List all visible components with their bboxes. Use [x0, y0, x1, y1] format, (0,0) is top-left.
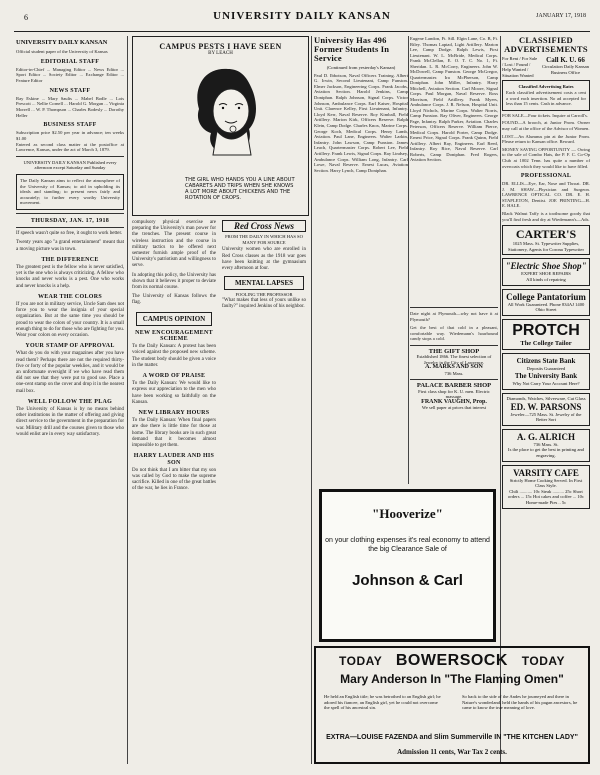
editorial-column	[16, 36, 124, 764]
entered-notice: Entered as second class matter at the postoffice at Lawrence, Kansas, under the act of March 3, 1879.	[16, 141, 124, 153]
nameplate: UNIVERSITY DAILY KANSAN	[16, 39, 108, 46]
cartoon-caption: THE GIRL WHO HANDS YOU A LINE ABOUT CABARETS AND TRIPS WHEN SHE KNOWS A LOT MORE ABOUT CHICKENS AND THE ROTATION OF CROPS.	[185, 177, 295, 201]
mental-lapses-heading: MENTAL LAPSES	[224, 276, 304, 290]
publication-note: UNIVERSITY DAILY KANSAN Published every afternoon except Saturday and Sunday	[23, 159, 117, 171]
gift-shop-title: THE GIFT SHOP	[428, 347, 480, 355]
official-notice: Official student paper of the University of Kansas	[16, 49, 108, 54]
right-subcolumn	[222, 220, 306, 310]
column-rule	[408, 36, 409, 484]
article-heading: HARRY LAUDER AND HIS SON	[133, 453, 215, 466]
barber-name: FRANK VAUGHN, Prop.	[421, 398, 487, 405]
dateline: THURSDAY, JAN. 17, 1918	[30, 217, 110, 224]
classified-ad: MONEY SAVING OPPORTUNITY — Owing to the sale of Combo Hats, the P. F. C. Co-Op Club at 1002 Tenn. has quite a number of overcoats which they would like to have filled.	[502, 146, 590, 169]
service-names: Paul D. Ibbotson, Naval Officers Training. Albert G. Irwin, Second Lieutenant, Camp Funston. Elmer Jackson, Engineering Corps. Frank Jacobs, Aviation Section. Harold Jenkins, Camp Doniphan. Ralph Johnson, Signal Corps. Victor Johnson, Ambulance Corps. Earl Kaiser, Hospital Unit. Clarence Kelley, First Lieutenant, Infantry. Lloyd Kerr, Naval Reserve. Roy Kimball, Field Artillery. Marion Kirk, Officers Reserve. Ralph Klein, Camp Dodge. Charles Knox, Marine Corps. George Koch, Medical Corps. Henry Lamb, Aviation. Paul Lane, Engineers. Walter Larkin, Infantry. John Lawson, Camp Funston. James Leach, Quartermaster Corps. Robert Lee, Field Artillery. Frank Lewis, Signal Corps. Ray Lindsey, Ambulance Corps. William Long, Infantry. Carl Lowe, Naval Reserve. Ernest Lucas, Aviation Section. Harry Lynch, Camp Doniphan.	[314, 72, 408, 173]
shoe-shop-ad: "Electric Shoe Shop" EXPERT SHOE REPAIRS All kinds of repairing	[502, 258, 590, 285]
classified-ad: FOUND—A brooch, at Junior Prom. Owner may call at the office of the Advisor of Women.	[502, 120, 590, 131]
professional-list: DR. ELLIS—Eye, Ear, Nose and Throat. DR. J. M. SHAW—Physician and Surgeon. LAWRENCE OPTICAL CO. DR. E. H. STAPLETON, Dentist. JOE PRINTING—H. E. HALE.	[502, 181, 590, 209]
feature-title: Mary Anderson In "The Flaming Omen"	[340, 672, 564, 686]
pantatorium-ad: College Pantatorium All Work Guaranteed. Phone 834AJ 1400 Ohio Street	[502, 289, 590, 316]
red-cross-sub: FROM THE DAILY IN WHICH HAS SO MANY FOR SOURCE	[225, 234, 303, 245]
page-number: 6	[24, 13, 28, 22]
editorial-paragraph: If you are not in military service, Uncle Sam does not force you to wear the insignia of your special organization. But at the same time you should be proud to wear the colors of your country. It is a small enough thing to do for those who are fighting for you. Wear your colors on every occasion.	[16, 301, 124, 338]
article-paragraph: To the Daily Kansan: We would like to express our appreciation to the men who have been working so faithfully on the Kansan.	[132, 381, 216, 405]
masthead-date: JANUARY 17, 1918	[536, 13, 586, 19]
editorial-paragraph: The University of Kansas is by no means behind other institutions in the matter of offering and giving direct service to the government in the preparation for war. Military drill and the courses given to those who would enlist are in every way satisfactory.	[16, 406, 124, 437]
cartoon-box	[132, 36, 309, 216]
barber-address: We sell paper at prices that interest	[421, 405, 487, 410]
article-heading: NEW LIBRARY HOURS	[138, 410, 210, 417]
board-title: EDITORIAL STAFF	[40, 58, 100, 65]
cafe-ad: VARSITY CAFE Strictly Home Cooking Served. In First Class Style. Chili ........... 10c Steak .......... 25c Short orders ... 15c Hot cakes and coffee ... 10c Home-made Pies .. 5c	[502, 465, 590, 509]
service-headline: University Has 496 Former Students In Service	[314, 35, 390, 63]
mental-lapses-sub: FOOLING THE PROFESSOR	[235, 292, 293, 298]
editorial-heading: THE DIFFERENCE	[41, 256, 99, 263]
column-rule	[127, 36, 128, 764]
editorial-paragraph: What do you do with your magazines after you have read them? Perhaps there are not the required thirty-five or forty of the popular weeklies, and it would be an unfortunate oversight if we who have read them did not see that they were put to good use. Place a one-cent stamp on the cover and drop it in the nearest mail box.	[16, 351, 124, 394]
campus-opinion-heading: CAMPUS OPINION	[136, 312, 212, 326]
bowersock-ad	[314, 646, 590, 764]
gift-shop-text: Established 1866. The finest selection of Jewelry in the City of Lawrence.	[416, 354, 492, 365]
taffy-ad: Black Walnut Taffy is a toothsome goody that you'll find fresh and dry at Wiedemann's—Ads.	[502, 211, 590, 222]
jeweler-ad: Diamonds, Watches, Silverware, Cut Glass ED. W. PARSONS Jeweler—725 Mass. St. Jewelry of the Better Sort	[502, 393, 590, 426]
classified-headline: CLASSIFIED ADVERTISEMENTS	[504, 35, 588, 54]
hooverize-firm: Johnson & Carl	[352, 572, 463, 589]
feature-desc-left: He held an English title; he was betrothed to an English girl; he adored his fiancee, an English girl, yet he could not overcome the spell of his ancestral sin.	[324, 694, 441, 711]
carters-ad: CARTER'S 1025 Mass. St. Typewriter Supplies, Stationery, Agents for Corona Typewriter	[502, 225, 590, 255]
theater-header: TODAY BOWERSOCK TODAY	[339, 652, 565, 669]
business-title: BUSINESS STAFF	[43, 122, 97, 129]
barber-text: First class shop for K. U. men. Electric massage.	[418, 388, 490, 399]
service-sub: (Continued from yesterday's Kansan)	[326, 65, 396, 70]
subscription-info: Subscription price $2.50 per year in advance; ten weeks $1.00	[16, 130, 124, 141]
article-heading: NEW ENCOURAGEMENT SCHEME	[135, 329, 213, 343]
aims-box: The Daily Kansan aims to reflect the atmosphere of the University of Kansas; to aid in upholding its ideals and standing; to present news fairly and accurately; to further every worthy University movement.	[16, 174, 124, 210]
small-notice: Date night at Plymouth—why not have it at Plymouth?	[410, 311, 498, 322]
classified-categories: For Rent / For Sale / Lost / Found / Help Wanted / Situation Wanted	[502, 56, 538, 78]
hooverize-body: on your clothing expenses it's real economy to attend the big Clearance Sale of	[325, 537, 490, 553]
rates-box: Classified Advertising Rates Each classified advertisement costs a cent a word each insertion. No ad accepted for less than 15 cents. Cash in advance.	[502, 80, 590, 110]
article-heading: A WORD OF PRAISE	[142, 373, 206, 380]
cartoon-title: CAMPUS PESTS I HAVE SEEN	[159, 42, 282, 51]
protch-ad: PROTCH The College Tailor	[502, 319, 590, 350]
editorial-paragraph: If speech wasn't quite so free, it ought to work better.	[16, 231, 123, 237]
call-info: Circulation Daily Kansan Business Office	[542, 64, 589, 75]
bank-ad: Citizens State Bank Deposits Guaranteed The University Bank Why Not Carry Your Account Here?	[502, 353, 590, 390]
classified-column	[502, 36, 590, 512]
service-article	[314, 36, 408, 477]
cartoon-byline: BY LEACH	[208, 51, 233, 56]
article-paragraph: "What makes that less of yours unlike so faulty?" inquired Jenkins of his neighbor.	[222, 298, 306, 310]
article-paragraph: To the Daily Kansan: A protest has been voiced against the proposed new scheme. The student body should be given a voice in the matter.	[132, 344, 216, 368]
article-signature: The University of Kansas follows the flag.	[132, 294, 216, 306]
article-paragraph: compulsory physical exercise are preparing the University's man power for the trenches. The present course in wireless instruction and the course in military tactics to be offered next semester furnish ample proof of the University's patriotism and willingness to serve.	[132, 220, 216, 269]
hooverize-ad	[319, 489, 496, 642]
red-cross-heading: Red Cross News	[222, 220, 306, 232]
editorial-heading: WELL FOLLOW THE PLAG	[27, 398, 113, 405]
article-paragraph: In adopting this policy, the University has shown that it believes it proper to deviate from its normal course.	[132, 272, 216, 291]
call-number: Call K. U. 66	[546, 56, 585, 64]
classified-ad: FOR SALE—Four tickets. Inquire at Carroll's.	[502, 112, 588, 118]
news-staff-title: NEWS STAFF	[49, 87, 91, 94]
professional-heading: PROFESSIONAL	[520, 173, 572, 180]
editorial-heading: WEAR THE COLORS	[37, 293, 103, 300]
gift-shop-name: A. MARKS AND SON	[425, 364, 483, 370]
classified-ad: LOST—An Alumnus pin at the Junior Prom. Please return to Kansan office. Reward.	[502, 133, 590, 145]
left-subcolumn	[132, 220, 216, 493]
hooverize-title: "Hooverize"	[372, 506, 443, 521]
service-names-cont: Eugene Landon, Ft. Sill. Elgin Lane, Co. B, Ft. Riley. Thomas Laptad, Light Artillery. Marion Lee, Camp Dodge. Ralph Lewis, First Lieutenant. W. L. McBride, Medical Corps. Frank McClellan, E. O. T. C. No. 1, Ft. Sheridan. L. R. McCorry, Engineers. John W. McDowell, Camp Funston. George McGregor, Quartermaster. Ira McPherson, Camp Doniphan. John Miller, Infantry. Harry Mitchell, Aviation Section. Carl Moore, Signal Corps. Paul Morgan, Naval Reserve. Ross Morrison, Field Artillery. Frank Myers, Ambulance Corps. J. R. Nelson, Hospital Unit. Lloyd Nichols, Marine Corps. Walter Norris, Camp Funston. Ray Oliver, Engineers. George Page, Infantry. Ralph Parker, Aviation. Charles Peterson, Officers Reserve. William Pierce, Medical Corps. Harold Porter, Camp Dodge. Ernest Price, Signal Corps. Frank Quinn, Field Artillery. Albert Ray, Engineers. Earl Reed, Infantry. Roy Rice, Naval Reserve. Carl Roberts, Camp Doniphan. Fred Rogers, Aviation Section.	[410, 36, 498, 162]
gift-shop-address: 736 Mass.	[444, 370, 464, 376]
article-paragraph: To the Daily Kansan: When final papers are due there is little time for those at home. The library books are in such great demand that it becomes almost impossible to get them.	[132, 418, 216, 449]
extra-feature: EXTRA—LOUISE FAZENDA and Slim Summerville IN "THE KITCHEN LADY"	[326, 734, 578, 741]
article-paragraph: Do not think that I am bitter that my son was called by God to make the supreme sacrifice. Killed in one of the great battles of the war, he lies in France.	[132, 467, 216, 492]
barber-title: PALACE BARBER SHOP	[416, 382, 492, 389]
masthead-title: UNIVERSITY DAILY KANSAN	[213, 10, 391, 22]
feature-desc-right: So back to the side of the Andes he journeyed and there in Nature's wonderland, held the hands of his pagan ancestors, he came to know the true meaning of love.	[462, 694, 578, 711]
printer-ad: A. G. ALRICH 736 Mass. St. Is the place to get the best in printing and engraving.	[502, 429, 590, 462]
editorial-paragraph: The greatest pest is the fellow who is never satisfied, yet is the one who is always criticizing. A fellow who knocks and never works is a pest. One who works and never knocks is a help.	[16, 264, 124, 289]
staff-list: Editor-in-Chief ... Managing Editor ... News Editor ... Sport Editor ... Society Editor ... Exchange Editor ... Feature Editor	[16, 66, 124, 83]
newspaper-page	[14, 6, 590, 766]
masthead	[14, 6, 590, 32]
news-staff-list: Ray Eskine ... Mary Saults ... Mabel Bodle ... Lois Prescott ... Nellie Cornell ... Harold G. Morgan ... Virginia Morrell ... W. P. Thompson ... Charles Bodesly ... Dorothy Heller	[16, 95, 124, 118]
admission: Admission 11 cents, War Tax 2 cents.	[397, 748, 507, 756]
article-paragraph: University women who are enrolled in Red Cross classes as the 1918 war goes have been knitting at the gymnasium every afternoon at four.	[222, 247, 306, 271]
column-rule	[311, 36, 312, 764]
editorial-heading: YOUR STAMP OF APPROVAL	[25, 343, 115, 350]
name-list-column	[410, 36, 498, 411]
editorial-paragraph: Twenty years ago "a grand entertainment" meant that a moving picture was in town.	[16, 240, 124, 252]
small-notice: Get the best of that cold in a pleasant, comfortable way. Wiedemann's hoarhound candy stops a cold.	[410, 325, 498, 341]
